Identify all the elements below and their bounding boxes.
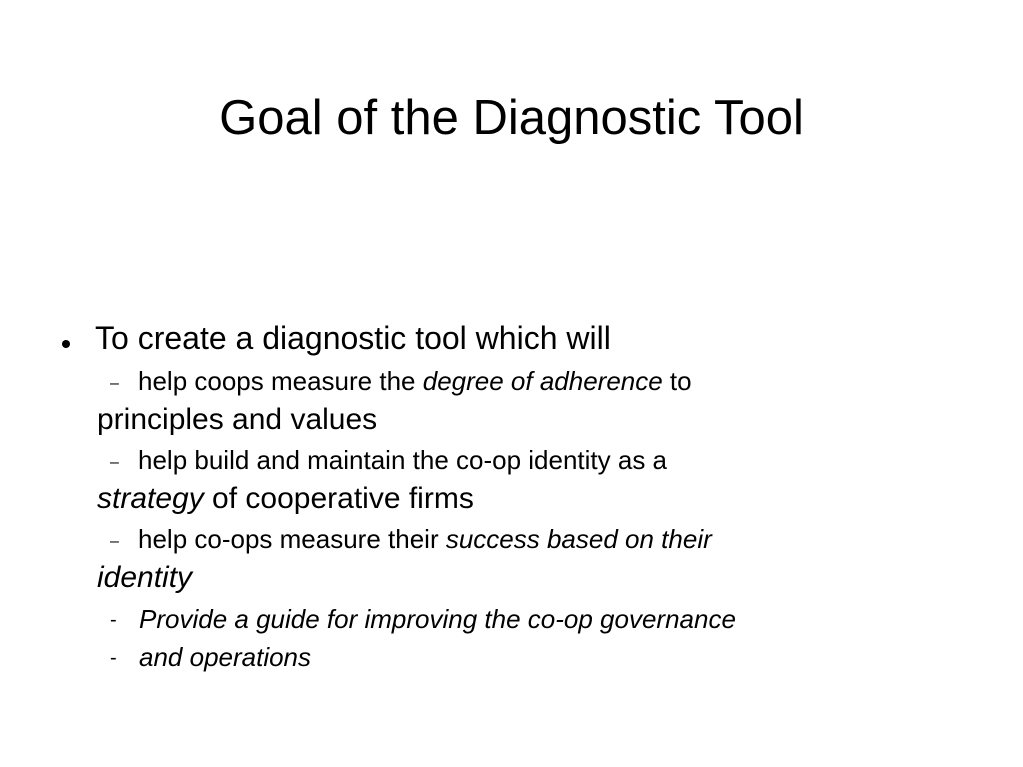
sub-item-2-tail: of cooperative firms (203, 482, 474, 515)
sub-item-3-emphasis: success based on their (445, 524, 712, 554)
sub-item-3-text: help co-ops measure their (138, 524, 446, 554)
dash-icon: – (110, 533, 119, 550)
dash-icon: – (110, 375, 119, 392)
sub-item-4: Provide a guide for improving the co-op governance (139, 604, 736, 634)
sub-item-1-text: help coops measure the (138, 366, 423, 396)
sub-item-2-emphasis: strategy (97, 482, 204, 515)
sub-item-1-tail: to (662, 366, 692, 396)
sub-item-2-line-2 (97, 484, 474, 514)
sub-item-3-line-1 (138, 526, 712, 552)
slide-title: Goal of the Diagnostic Tool (219, 91, 804, 145)
sub-item-2-line-1: help build and maintain the co-op identity as a (138, 445, 668, 475)
hyphen-icon: - (110, 647, 117, 669)
sub-item-1-line-1 (138, 368, 692, 394)
sub-item-3-line-2: identity (97, 561, 193, 594)
bullet-text: To create a diagnostic tool which will (95, 320, 611, 356)
bullet-dot-icon (62, 340, 70, 348)
sub-item-1-line-2: principles and values (97, 403, 378, 436)
sub-item-1-emphasis: degree of adherence (422, 366, 663, 396)
sub-item-5: and operations (139, 642, 312, 672)
dash-icon: – (110, 454, 119, 471)
hyphen-icon: - (110, 609, 117, 631)
